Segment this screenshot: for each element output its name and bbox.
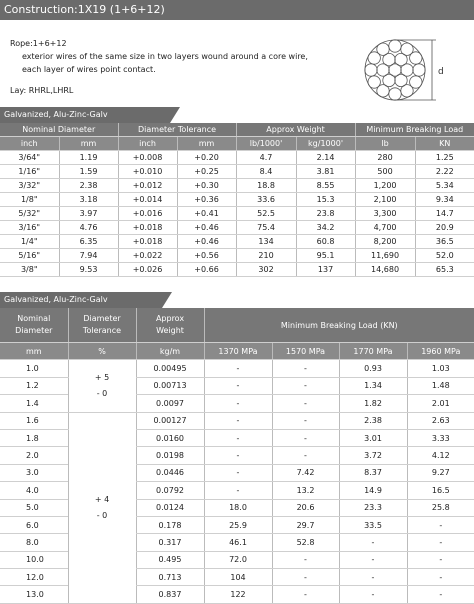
table-cell: 75.4 <box>236 221 296 235</box>
table-row <box>0 412 474 429</box>
unit-cell: inch <box>0 137 59 151</box>
header-tol-line2: Tolerance <box>82 326 122 335</box>
table-cell: +0.66 <box>177 263 236 277</box>
table1-units-row <box>0 137 474 151</box>
section-header-2 <box>0 292 162 308</box>
table-cell: 20.6 <box>272 499 339 516</box>
table-cell: - <box>204 377 272 394</box>
table-cell: 1.82 <box>339 395 407 412</box>
table-cell: - <box>272 377 339 394</box>
table-cell: 18.8 <box>236 179 296 193</box>
table-cell: +0.41 <box>177 207 236 221</box>
table-cell: 3/16" <box>0 221 59 235</box>
table-cell: - <box>407 586 474 603</box>
strand-cross-section-diagram <box>358 30 458 114</box>
table-row <box>0 179 474 193</box>
unit-cell: 1370 MPa <box>204 343 272 360</box>
table1-body <box>0 151 474 277</box>
table-row <box>0 360 474 377</box>
table-cell: 3.0 <box>0 464 68 481</box>
unit-cell: kg/1000' <box>296 137 355 151</box>
table-cell: 1.4 <box>0 395 68 412</box>
table-cell: 0.713 <box>136 569 204 586</box>
table-cell: - <box>272 586 339 603</box>
table-cell: - <box>204 447 272 464</box>
rope-desc-line-2: each layer of wires point contact. <box>22 65 156 74</box>
table-cell: 0.93 <box>339 360 407 377</box>
table-cell: 1.0 <box>0 360 68 377</box>
table-cell: 8.0 <box>0 534 68 551</box>
header-approx-weight: Approx Weight <box>236 123 355 137</box>
table-cell: 137 <box>296 263 355 277</box>
table-cell: 1/16" <box>0 165 59 179</box>
table-cell: - <box>407 569 474 586</box>
table-row <box>0 193 474 207</box>
table-cell: - <box>204 482 272 499</box>
header-nominal-diameter <box>0 308 68 343</box>
table-cell: 72.0 <box>204 551 272 568</box>
table-cell: 15.3 <box>296 193 355 207</box>
table-cell: 52.0 <box>415 249 474 263</box>
table-cell: +0.010 <box>118 165 177 179</box>
table-cell: 4.7 <box>236 151 296 165</box>
table-cell: 8,200 <box>355 235 415 249</box>
table-cell: 0.837 <box>136 586 204 603</box>
unit-cell: % <box>68 343 136 360</box>
table-cell: 14.9 <box>339 482 407 499</box>
header-nominal-line2: Diameter <box>15 326 53 335</box>
table-cell: 36.5 <box>415 235 474 249</box>
table-cell: - <box>204 464 272 481</box>
table-cell: - <box>204 360 272 377</box>
table-cell: 11,690 <box>355 249 415 263</box>
table-cell: 18.0 <box>204 499 272 516</box>
table-cell: 0.317 <box>136 534 204 551</box>
page-title: Construction:1X19 (1+6+12) <box>0 0 474 20</box>
table-cell: 0.495 <box>136 551 204 568</box>
header-wt-line1: Approx <box>155 314 185 323</box>
table-cell: 0.0198 <box>136 447 204 464</box>
unit-cell: 1960 MPa <box>407 343 474 360</box>
table-cell: 134 <box>236 235 296 249</box>
table-cell: 6.0 <box>0 516 68 533</box>
table-row <box>0 263 474 277</box>
table-cell: - <box>339 569 407 586</box>
lay-text: Lay: RHRL,LHRL <box>10 86 74 95</box>
unit-cell: mm <box>59 137 118 151</box>
table-row <box>0 221 474 235</box>
table-cell: 1/4" <box>0 235 59 249</box>
table-cell: - <box>407 534 474 551</box>
table-cell: 1.6 <box>0 412 68 429</box>
diameter-label: d <box>438 67 444 77</box>
table-cell: 8.4 <box>236 165 296 179</box>
table-cell: - <box>407 516 474 533</box>
table-cell: 4.12 <box>407 447 474 464</box>
table-cell: 1/8" <box>0 193 59 207</box>
table-cell: - <box>272 569 339 586</box>
table-cell: +0.018 <box>118 221 177 235</box>
section-title-1: Galvanized, Alu-Zinc-Galv <box>4 110 108 119</box>
table-cell: +0.36 <box>177 193 236 207</box>
unit-cell: kg/m <box>136 343 204 360</box>
table-cell: 25.9 <box>204 516 272 533</box>
table-cell: 0.0160 <box>136 429 204 446</box>
header-approx-weight <box>136 308 204 343</box>
table-row <box>0 207 474 221</box>
table-cell: 10.0 <box>0 551 68 568</box>
tolerance-value: + 4 <box>94 494 110 504</box>
table-cell: - <box>272 360 339 377</box>
table-cell: 33.5 <box>339 516 407 533</box>
unit-cell: inch <box>118 137 177 151</box>
table-cell: 280 <box>355 151 415 165</box>
tolerance-value: - 0 <box>96 388 108 398</box>
table-cell: 3.33 <box>407 429 474 446</box>
table-cell: - <box>272 412 339 429</box>
header-nominal-diameter: Nominal Diameter <box>0 123 118 137</box>
table-cell: 0.0792 <box>136 482 204 499</box>
table-cell: 2.22 <box>415 165 474 179</box>
table-cell: 500 <box>355 165 415 179</box>
table-cell: 1.03 <box>407 360 474 377</box>
table-cell: +0.008 <box>118 151 177 165</box>
header-wt-line2: Weight <box>156 326 184 335</box>
table-cell: 3,300 <box>355 207 415 221</box>
table-cell: 2.0 <box>0 447 68 464</box>
table-cell: 25.8 <box>407 499 474 516</box>
rope-desc-line-1: exterior wires of the same size in two layers wound around a core wire, <box>22 52 308 61</box>
table-cell: - <box>339 534 407 551</box>
table-cell: 1.34 <box>339 377 407 394</box>
table-cell: 5/16" <box>0 249 59 263</box>
table-cell: 1,200 <box>355 179 415 193</box>
table-cell: 122 <box>204 586 272 603</box>
table-cell: 13.2 <box>272 482 339 499</box>
table-cell: +0.014 <box>118 193 177 207</box>
table-cell: 104 <box>204 569 272 586</box>
table-cell: 3.97 <box>59 207 118 221</box>
table-cell: - <box>272 447 339 464</box>
table-cell: 52.8 <box>272 534 339 551</box>
table2-units-row <box>0 343 474 360</box>
table-cell: - <box>204 395 272 412</box>
header-diameter-tolerance: Diameter Tolerance <box>118 123 236 137</box>
table-cell: 3/64" <box>0 151 59 165</box>
table-cell: 3.72 <box>339 447 407 464</box>
table-cell: 3.18 <box>59 193 118 207</box>
table-cell: 0.0124 <box>136 499 204 516</box>
header-tol-line1: Diameter <box>83 314 121 323</box>
unit-cell: 1570 MPa <box>272 343 339 360</box>
table-cell: - <box>272 429 339 446</box>
table-cell: +0.018 <box>118 235 177 249</box>
table-cell: 95.1 <box>296 249 355 263</box>
table-cell: 12.0 <box>0 569 68 586</box>
table-cell: +0.012 <box>118 179 177 193</box>
table-cell: - <box>339 586 407 603</box>
table-cell: 0.0446 <box>136 464 204 481</box>
table-cell: 0.00127 <box>136 412 204 429</box>
unit-cell: KN <box>415 137 474 151</box>
table-cell: 2.01 <box>407 395 474 412</box>
tolerance-value: - 0 <box>96 510 108 520</box>
table-cell: 23.8 <box>296 207 355 221</box>
table-cell: 1.8 <box>0 429 68 446</box>
table-cell: 60.8 <box>296 235 355 249</box>
table-cell: 34.2 <box>296 221 355 235</box>
table-row <box>0 151 474 165</box>
table-cell: 52.5 <box>236 207 296 221</box>
table-cell: 3/32" <box>0 179 59 193</box>
header-diameter-tolerance <box>68 308 136 343</box>
table-cell: 7.42 <box>272 464 339 481</box>
table-cell: 65.3 <box>415 263 474 277</box>
table-cell: 1.2 <box>0 377 68 394</box>
unit-cell: mm <box>0 343 68 360</box>
table-cell: 5/32" <box>0 207 59 221</box>
table-cell: 29.7 <box>272 516 339 533</box>
unit-cell: 1770 MPa <box>339 343 407 360</box>
table-cell: 210 <box>236 249 296 263</box>
table-cell: 14.7 <box>415 207 474 221</box>
table-cell: 1.25 <box>415 151 474 165</box>
unit-cell: lb/1000' <box>236 137 296 151</box>
table-cell: 6.35 <box>59 235 118 249</box>
table-cell: +0.56 <box>177 249 236 263</box>
table-cell: 2,100 <box>355 193 415 207</box>
table-cell: - <box>272 395 339 412</box>
table-cell: 0.178 <box>136 516 204 533</box>
table-cell: 33.6 <box>236 193 296 207</box>
table-cell: +0.46 <box>177 235 236 249</box>
unit-cell: mm <box>177 137 236 151</box>
table-cell: +0.026 <box>118 263 177 277</box>
table2-body <box>0 360 474 603</box>
table-cell: 16.5 <box>407 482 474 499</box>
table-cell: 8.37 <box>339 464 407 481</box>
table-cell: 7.94 <box>59 249 118 263</box>
table-cell: +0.30 <box>177 179 236 193</box>
table-cell: 46.1 <box>204 534 272 551</box>
section-title-2: Galvanized, Alu-Zinc-Galv <box>4 295 108 304</box>
table-cell: 2.63 <box>407 412 474 429</box>
table-cell: 13.0 <box>0 586 68 603</box>
table-cell: - <box>204 429 272 446</box>
unit-cell: lb <box>355 137 415 151</box>
table-cell: 2.38 <box>339 412 407 429</box>
table-cell: - <box>407 551 474 568</box>
rope-label: Rope:1+6+12 <box>10 39 67 48</box>
table-cell: 1.59 <box>59 165 118 179</box>
tolerance-group-cell <box>68 412 136 603</box>
table-cell: 0.0097 <box>136 395 204 412</box>
table-cell: - <box>272 551 339 568</box>
table-cell: 2.14 <box>296 151 355 165</box>
rope-description <box>10 37 308 76</box>
table-cell: 14,680 <box>355 263 415 277</box>
table-cell: 23.3 <box>339 499 407 516</box>
table-cell: 8.55 <box>296 179 355 193</box>
table-cell: +0.25 <box>177 165 236 179</box>
table-row <box>0 165 474 179</box>
table-cell: 1.19 <box>59 151 118 165</box>
table-cell: 5.34 <box>415 179 474 193</box>
table-row <box>0 235 474 249</box>
tolerance-value: + 5 <box>94 372 110 382</box>
section-header-1 <box>0 107 170 123</box>
table1-header-row <box>0 123 474 137</box>
table-cell: - <box>204 412 272 429</box>
table-cell: 0.00495 <box>136 360 204 377</box>
table-cell: 9.34 <box>415 193 474 207</box>
table-cell: 4,700 <box>355 221 415 235</box>
table-cell: 2.38 <box>59 179 118 193</box>
table-cell: +0.20 <box>177 151 236 165</box>
table-cell: 302 <box>236 263 296 277</box>
table-cell: 3/8" <box>0 263 59 277</box>
table-cell: 9.53 <box>59 263 118 277</box>
table-cell: 5.0 <box>0 499 68 516</box>
table-cell: 9.27 <box>407 464 474 481</box>
table-cell: +0.46 <box>177 221 236 235</box>
table-cell: 3.01 <box>339 429 407 446</box>
imperial-spec-table <box>0 123 474 277</box>
metric-spec-table <box>0 308 474 604</box>
table2-header-row <box>0 308 474 343</box>
tolerance-group-cell <box>68 360 136 412</box>
table-cell: - <box>339 551 407 568</box>
header-nominal-line1: Nominal <box>17 314 51 323</box>
table-cell: 4.76 <box>59 221 118 235</box>
header-min-breaking-load-kn: Minimum Breaking Load (KN) <box>204 308 474 343</box>
table-cell: 4.0 <box>0 482 68 499</box>
table-cell: 1.48 <box>407 377 474 394</box>
table-cell: 3.81 <box>296 165 355 179</box>
header-min-breaking-load: Minimum Breaking Load <box>355 123 474 137</box>
table-cell: +0.022 <box>118 249 177 263</box>
table-cell: +0.016 <box>118 207 177 221</box>
table-cell: 20.9 <box>415 221 474 235</box>
table-cell: 0.00713 <box>136 377 204 394</box>
table-row <box>0 249 474 263</box>
